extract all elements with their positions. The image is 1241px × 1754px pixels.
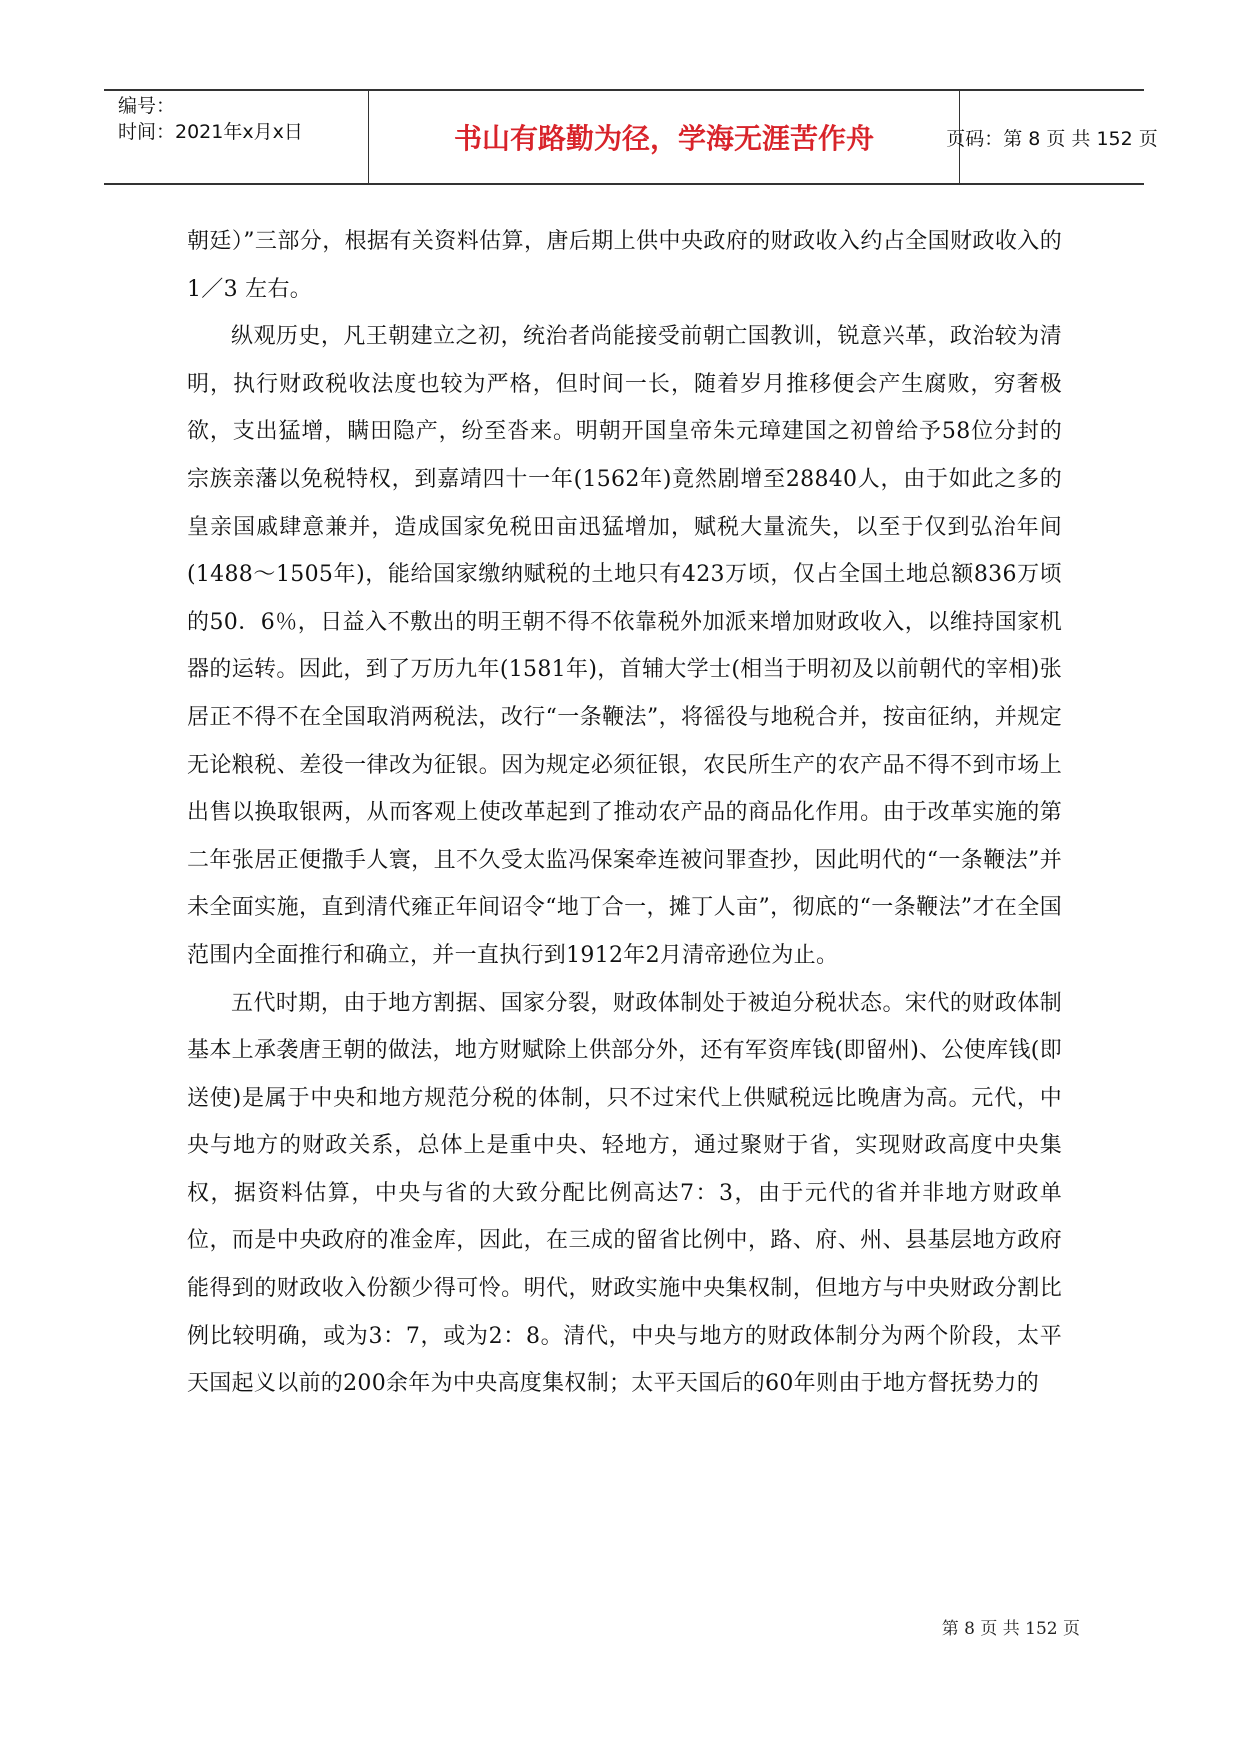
document-number-label: 编号： <box>118 95 176 117</box>
paragraph-continued: 朝廷）”三部分，根据有关资料估算，唐后期上供中央政府的财政收入约占全国财政收入的 1／3 左右。 <box>187 229 1062 302</box>
header-meta <box>118 93 368 145</box>
page-footer: 第 8 页 共 152 页 <box>941 1619 1080 1639</box>
paragraph-ming-dynasty: 纵观历史，凡王朝建立之初，统治者尚能接受前朝亡国教训，锐意兴革，政治较为清明，执行财政税收法度也较为严格，但时间一长，随着岁月推移便会产生腐败，穷奢极欲，支出猛增，瞒田隐产，纷至沓来。明朝开国皇帝朱元璋建国之初曾给予58位分封的宗族亲藩以免税特权，到嘉靖四十一年(1562年)竟然剧增至28840人，由于如此之多的皇亲国戚肆意兼并，造成国家免税田亩迅猛增加，赋税大量流失，以至于仅到弘治年间(1488～1505年)，能给国家缴纳赋税的土地只有423万顷，仅占全国土地总额836万顷的50．6％，日益入不敷出的明王朝不得不依靠税外加派来增加财政收入，以维持国家机器的运转。因此，到了万历九年(1581年)，首辅大学士(相当于明初及以前朝代的宰相)张居正不得不在全国取消两税法，改行“一条鞭法”，将徭役与地税合并，按亩征纳，并规定无论粮税、差役一律改为征银。因为规定必须征银，农民所生产的农产品不得不到市场上出售以换取银两，从而客观上使改革起到了推动农产品的商品化作用。由于改革实施的第二年张居正便撒手人寰，且不久受太监冯保案牵连被问罪查抄，因此明代的“一条鞭法”并未全面实施，直到清代雍正年间诏令“地丁合一，摊丁人亩”，彻底的“一条鞭法”才在全国范围内全面推行和确立，并一直执行到1912年2月清帝逊位为止。 <box>187 324 1062 968</box>
header-motto: 书山有路勤为径，学海无涯苦作舟 <box>453 122 874 155</box>
document-body <box>187 218 1062 1408</box>
document-time-label: 时间：2021年x月x日 <box>118 121 303 143</box>
header-page-info: 页码：第 8 页 共 152 页 <box>946 127 1158 150</box>
paragraph-five-dynasties: 五代时期，由于地方割据、国家分裂，财政体制处于被迫分税状态。宋代的财政体制基本上承袭唐王朝的做法，地方财赋除上供部分外，还有军资库钱(即留州)、公使库钱(即送使)是属于中央和地方规范分税的体制，只不过宋代上供赋税远比晚唐为高。元代，中央与地方的财政关系，总体上是重中央、轻地方，通过聚财于省，实现财政高度中央集权，据资料估算，中央与省的大致分配比例高达7：3，由于元代的省并非地方财政单位，而是中央政府的准金库，因此，在三成的留省比例中，路、府、州、县基层地方政府能得到的财政收入份额少得可怜。明代，财政实施中央集权制，但地方与中央财政分割比例比较明确，或为3：7，或为2：8。清代，中央与地方的财政体制分为两个阶段，太平天国起义以前的200余年为中央高度集权制；太平天国后的60年则由于地方督抚势力的 <box>187 990 1062 1397</box>
page-header <box>104 89 1158 185</box>
